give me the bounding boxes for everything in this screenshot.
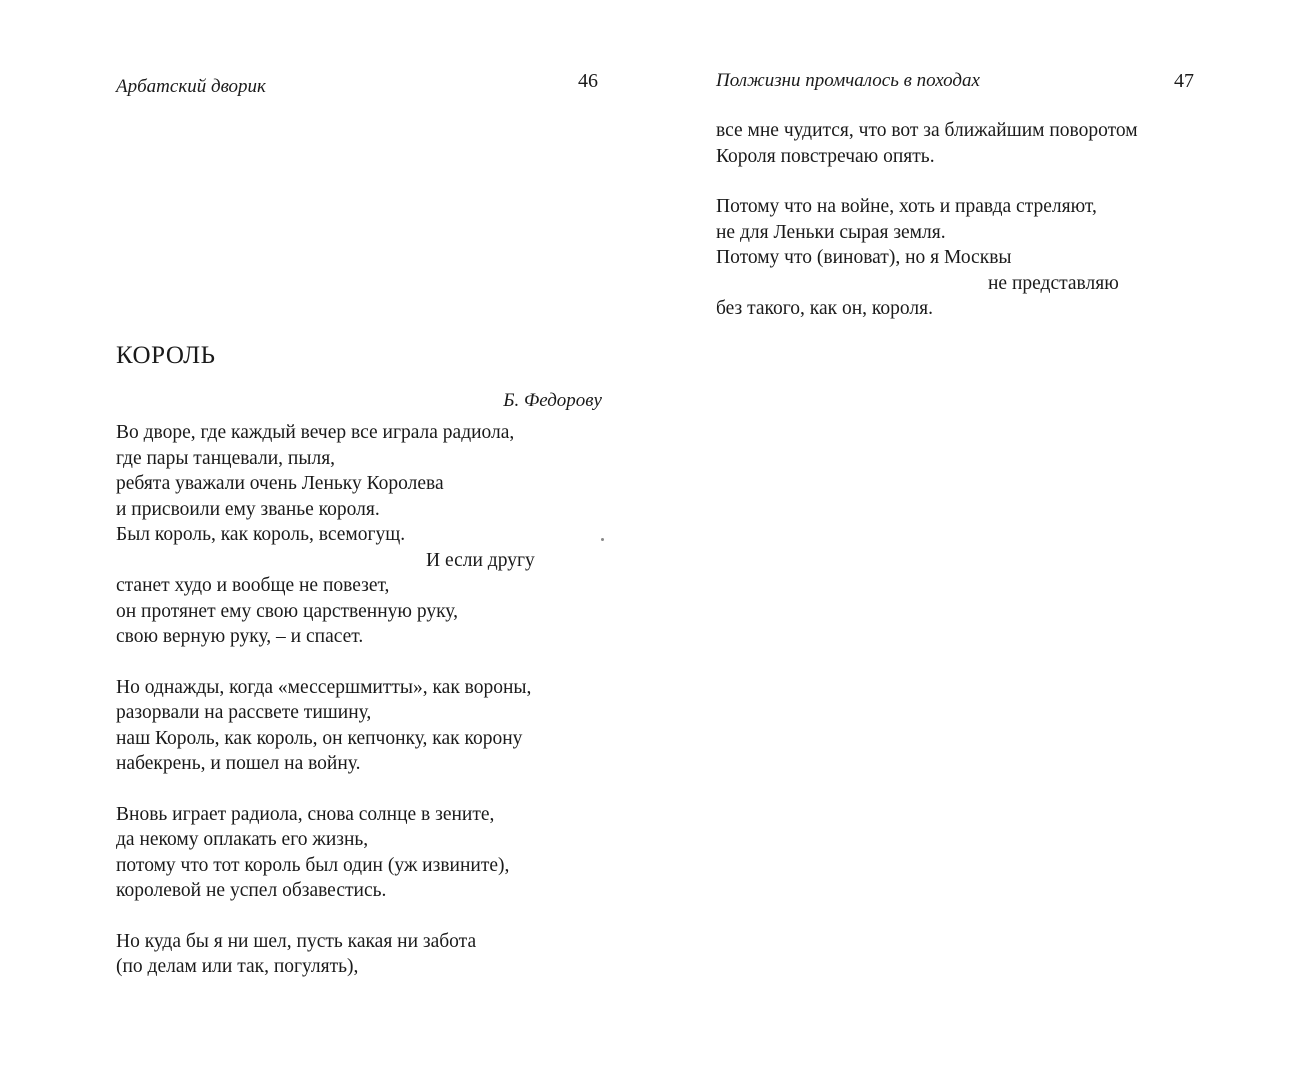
verse-line: и присвоили ему званье короля. bbox=[116, 498, 380, 520]
verse-line: Потому что (виноват), но я Москвы bbox=[716, 247, 1012, 268]
running-head-left: Арбатский дворик bbox=[116, 76, 266, 97]
print-speck bbox=[601, 538, 604, 541]
verse-line: свою верную руку, – и спасет. bbox=[116, 626, 364, 647]
verse-line: да некому оплакать его жизнь, bbox=[116, 829, 369, 850]
verse-line: не для Леньки сырая земля. bbox=[716, 221, 946, 243]
verse-line: королевой не успел обзавестись. bbox=[116, 880, 387, 901]
poem-text-right bbox=[716, 118, 1138, 322]
poem-title: КОРОЛЬ bbox=[116, 342, 216, 369]
stanza bbox=[116, 929, 535, 980]
stanza bbox=[116, 675, 535, 777]
verse-line: Короля повстречаю опять. bbox=[716, 145, 935, 167]
verse-line: потому что тот король был один (уж извините), bbox=[116, 854, 510, 876]
verse-line: набекрень, и пошел на войну. bbox=[116, 753, 361, 774]
verse-line: он протянет ему свою царственную руку, bbox=[116, 600, 458, 622]
verse-line: где пары танцевали, пыля, bbox=[116, 447, 336, 469]
dedication: Б. Федорову bbox=[503, 390, 602, 411]
verse-line: станет худо и вообще не повезет, bbox=[116, 575, 390, 596]
stanza bbox=[116, 420, 535, 650]
verse-line: Вновь играет радиола, снова солнце в зените, bbox=[116, 803, 495, 825]
verse-line: Был король, как король, всемогущ. bbox=[116, 524, 406, 545]
verse-line: все мне чудится, что вот за ближайшим поворотом bbox=[716, 120, 1138, 141]
verse-line: разорвали на рассвете тишину, bbox=[116, 702, 372, 723]
right-page bbox=[649, 0, 1298, 1080]
stanza bbox=[116, 802, 535, 904]
verse-line: наш Король, как король, он кепчонку, как корону bbox=[116, 727, 523, 749]
running-head-right: Полжизни промчалось в походах bbox=[716, 70, 980, 91]
verse-line: Потому что на войне, хоть и правда стреляют, bbox=[716, 196, 1097, 217]
page-number-left: 46 bbox=[578, 70, 598, 92]
verse-line: (по делам или так, погулять), bbox=[116, 956, 359, 977]
verse-line: Но куда бы я ни шел, пусть какая ни забота bbox=[116, 930, 477, 952]
stanza bbox=[716, 118, 1138, 169]
verse-line: не представляю bbox=[988, 272, 1119, 294]
page-number-right: 47 bbox=[1174, 70, 1194, 92]
verse-line: Во дворе, где каждый вечер все играла радиола, bbox=[116, 422, 515, 443]
verse-line: И если другу bbox=[426, 549, 535, 571]
verse-line: ребята уважали очень Леньку Королева bbox=[116, 473, 444, 494]
stanza bbox=[716, 194, 1138, 322]
verse-line: без такого, как он, короля. bbox=[716, 298, 933, 319]
poem-text-left bbox=[116, 420, 535, 980]
verse-line: Но однажды, когда «мессершмитты», как вороны, bbox=[116, 676, 532, 698]
